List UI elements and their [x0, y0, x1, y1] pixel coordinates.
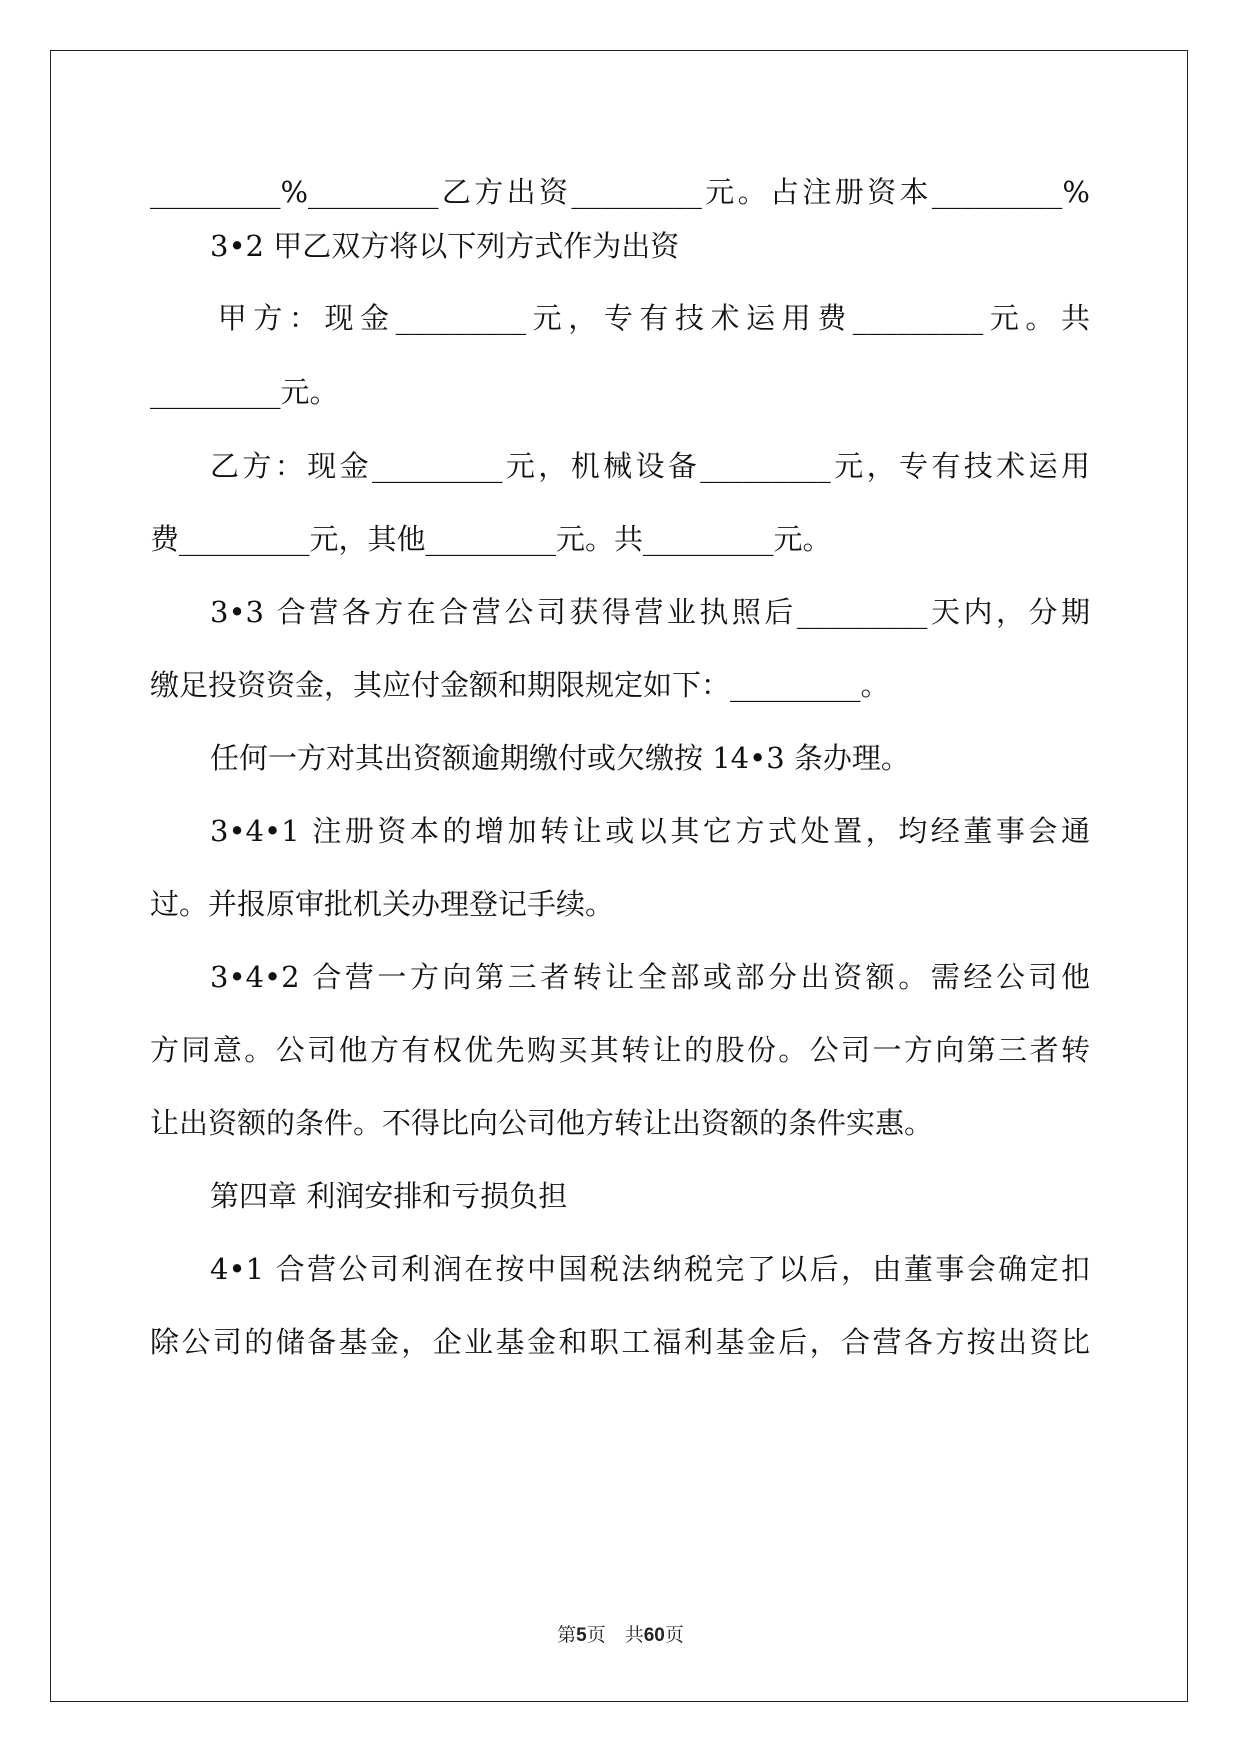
text-line: 除公司的储备基金，企业基金和职工福利基金后，合营各方按出资比	[150, 1325, 1090, 1359]
text-line: _________%_________乙方出资_________元。占注册资本_________%	[150, 175, 1090, 209]
footer-prefix: 第	[557, 1624, 577, 1646]
page-footer	[0, 1620, 1241, 1647]
text-line: 甲方：现金_________元，专有技术运用费_________元。共	[202, 301, 1090, 335]
footer-mid: 页 共	[586, 1624, 644, 1646]
text-line: 缴足投资资金，其应付金额和期限规定如下：_________。	[150, 668, 890, 702]
text-line: 让出资额的条件。不得比向公司他方转让出资额的条件实惠。	[150, 1106, 934, 1140]
text-line: 乙方：现金_________元，机械设备_________元，专有技术运用	[210, 449, 1090, 483]
text-line: 方同意。公司他方有权优先购买其转让的股份。公司一方向第三者转	[150, 1033, 1090, 1067]
total-pages: 60	[643, 1625, 665, 1646]
text-line: 任何一方对其出资额逾期缴付或欠缴按 14•3 条办理。	[210, 741, 910, 775]
text-line: 4•1 合营公司利润在按中国税法纳税完了以后，由董事会确定扣	[210, 1252, 1090, 1286]
page-number: 5	[576, 1625, 587, 1646]
text-line: 3•4•1 注册资本的增加转让或以其它方式处置，均经董事会通	[210, 814, 1090, 848]
section-heading: 第四章 利润安排和亏损负担	[210, 1179, 568, 1213]
text-line: 3•3 合营各方在合营公司获得营业执照后_________天内，分期	[210, 595, 1090, 629]
text-line: 费_________元，其他_________元。共_________元。	[150, 522, 832, 556]
footer-suffix: 页	[664, 1624, 684, 1646]
text-line: 3•2 甲乙双方将以下列方式作为出资	[210, 229, 680, 263]
text-line: _________元。	[150, 375, 339, 409]
text-line: 3•4•2 合营一方向第三者转让全部或部分出资额。需经公司他	[210, 960, 1090, 994]
text-line: 过。并报原审批机关办理登记手续。	[150, 887, 615, 921]
